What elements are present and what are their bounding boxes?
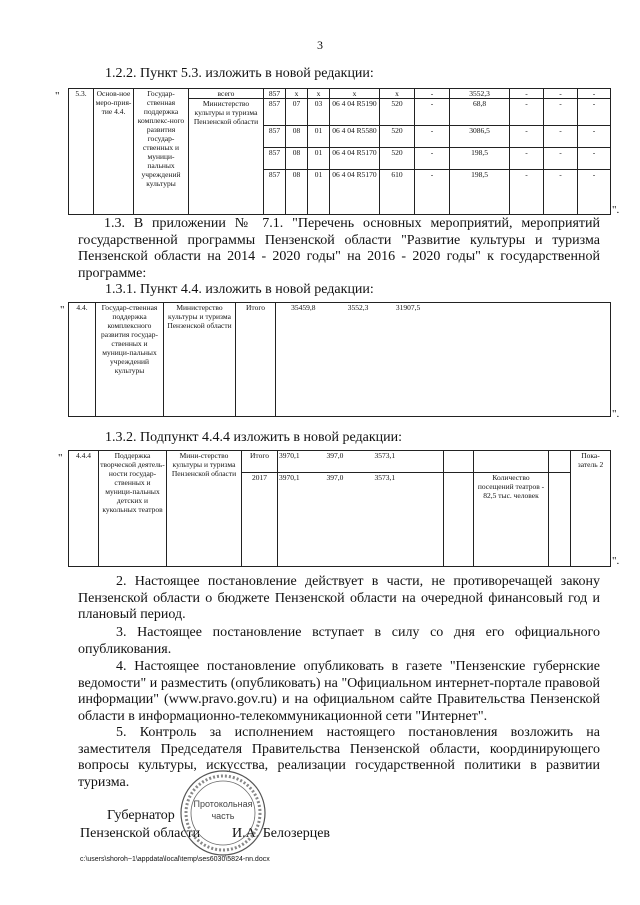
- t1-cell: x: [330, 89, 380, 99]
- t1-cell: -: [510, 148, 544, 170]
- quote-close-2: ".: [612, 408, 620, 420]
- t1-cell: 03: [308, 99, 330, 126]
- t2-num: 4.4.: [69, 303, 96, 417]
- paragraph-4: 4. Настоящее постановление опубликовать в газете "Пензенские губернские ведомости" и разместить (опубликовать) на "Официальном интернет-портале правовой информации" (www.pravo.gov.ru) и на официальном сайте Правительства Пензенской области в информационно-телекоммуникационной сети "Интернет".: [78, 659, 600, 724]
- quote-close-1: ".: [612, 204, 620, 216]
- t1-cell: 08: [286, 170, 308, 215]
- t1-cell: -: [415, 126, 450, 148]
- t2-value-federal: 31907,5: [386, 303, 431, 417]
- page-number: 3: [317, 38, 323, 52]
- t3-name: Поддержка творческой деятель-ности государ-ственных и муници-пальных детских и кукольных театров: [99, 451, 167, 567]
- quote-close-3: ".: [612, 555, 620, 567]
- t3-r1-empty: [474, 451, 549, 473]
- stamp-text: Протокольная часть: [193, 799, 253, 821]
- t1-cell: 01: [308, 126, 330, 148]
- t1-cell: -: [544, 99, 578, 126]
- t1-cell: -: [544, 126, 578, 148]
- t1-cell: -: [415, 99, 450, 126]
- t2-name: Государ-ственная поддержка комплексного развития государ-ственных и муници-пальных учреждений культуры: [96, 303, 164, 417]
- t3-executor: Мини-стерство культуры и туризма Пензенской области: [167, 451, 242, 567]
- quote-open-2: ": [60, 304, 65, 316]
- t1-cell: -: [510, 89, 544, 99]
- quote-open-1: ": [55, 90, 60, 102]
- t1-cell: -: [544, 148, 578, 170]
- t1-cell: 06 4 04 R5170: [330, 170, 380, 215]
- paragraph-2: 2. Настоящее постановление действует в части, не противоречащей закону Пензенской области о бюджете Пензенской области на очередной финансовый год и плановый период.: [78, 574, 600, 622]
- t2-value-total: 35459,8: [276, 303, 331, 417]
- t1-num: 5.3.: [69, 89, 94, 215]
- t1-cell: -: [415, 148, 450, 170]
- t1-cell: 520: [380, 99, 415, 126]
- signature-name: И.А. Белозерцев: [232, 826, 331, 841]
- official-stamp: [178, 768, 268, 858]
- t1-cell: 06 4 04 R5170: [330, 148, 380, 170]
- t3-r2-federal: 3573,1: [374, 473, 444, 567]
- t1-executor: Министерство культуры и туризма Пензенской области: [189, 99, 264, 215]
- t2-empty: [431, 303, 611, 417]
- file-path: c:\users\shoroh~1\appdata\local\temp\ses6030\5824-nn.docx: [80, 856, 270, 863]
- t1-cell: 857: [264, 99, 286, 126]
- t2-label: Итого: [236, 303, 276, 417]
- t1-cell: -: [510, 126, 544, 148]
- t1-cell: 3552,3: [450, 89, 510, 99]
- t1-cell: 08: [286, 126, 308, 148]
- t1-cell: 198,5: [450, 148, 510, 170]
- t3-indicator: Количество посещений театров - 82,5 тыс. человек: [474, 473, 549, 567]
- t1-cell: -: [415, 89, 450, 99]
- t1-cell: -: [510, 170, 544, 215]
- t1-cell: 520: [380, 126, 415, 148]
- t1-cell: -: [544, 89, 578, 99]
- t1-cell: -: [415, 170, 450, 215]
- t2-value-regional: 3552,3: [331, 303, 386, 417]
- t3-indicator-ref: Пока-затель 2: [571, 451, 611, 567]
- t1-cell: 68,8: [450, 99, 510, 126]
- t1-cell: -: [544, 170, 578, 215]
- t3-r1-regional: 397,0: [326, 451, 374, 473]
- t3-num: 4.4.4: [69, 451, 99, 567]
- t1-cell: 01: [308, 170, 330, 215]
- t3-r2-empty: [549, 473, 571, 567]
- t1-cell: -: [578, 89, 611, 99]
- paragraph-5: 5. Контроль за исполнением настоящего постановления возложить на заместителя Председателя Правительства Пензенской области, координирующего вопросы культуры, искусства, реализации государственной политики в развитии туризма.: [78, 725, 600, 790]
- t3-r1-total: 3970,1: [278, 451, 326, 473]
- section-1-3-paragraph: 1.3. В приложении № 7.1. "Перечень основных мероприятий, мероприятий государственной программы Пензенской области "Развитие культуры и туризма Пензенской области на 2014 - 2020 годы" на 2016 - 2020 годы" к государственной программе:: [78, 216, 600, 281]
- t3-r2-total: 3970,1: [278, 473, 326, 567]
- t1-cell: 3086,5: [450, 126, 510, 148]
- t1-cell: -: [578, 148, 611, 170]
- t1-cell: x: [380, 89, 415, 99]
- t1-cell: x: [308, 89, 330, 99]
- table-item-4-4: [68, 302, 611, 417]
- t1-cell: 198,5: [450, 170, 510, 215]
- quote-open-3: ": [58, 452, 63, 464]
- section-1-3-1-heading: 1.3.1. Пункт 4.4. изложить в новой редакции:: [105, 282, 374, 297]
- section-1-2-2-heading: 1.2.2. Пункт 5.3. изложить в новой редакции:: [105, 66, 374, 81]
- t1-cell: 520: [380, 148, 415, 170]
- t1-name: Государ-ственная поддержка комплекс-ного развития государ-ственных и муници-пальных учреждений культуры: [134, 89, 189, 215]
- t1-cell: -: [578, 99, 611, 126]
- t1-cell: 06 4 04 R5190: [330, 99, 380, 126]
- t1-cell: 610: [380, 170, 415, 215]
- t1-cell: 06 4 04 R5580: [330, 126, 380, 148]
- t1-type: Основ-ное меро-прия-тие 4.4.: [94, 89, 134, 215]
- t1-cell: 07: [286, 99, 308, 126]
- paragraph-3: 3. Настоящее постановление вступает в силу со дня его официального опубликования.: [78, 625, 600, 657]
- section-1-3-2-heading: 1.3.2. Подпункт 4.4.4 изложить в новой редакции:: [105, 430, 403, 445]
- t3-year: 2017: [242, 473, 278, 567]
- t3-r2-regional: 397,0: [326, 473, 374, 567]
- t2-executor: Министерство культуры и туризма Пензенской области: [164, 303, 236, 417]
- t1-cell: 857: [264, 89, 286, 99]
- table-item-5-3: [68, 88, 611, 215]
- signature-title-line-2: Пензенской области: [80, 826, 201, 841]
- t3-label: Итого: [242, 451, 278, 473]
- t1-cell: -: [578, 170, 611, 215]
- t1-cell: 08: [286, 148, 308, 170]
- t3-r2-empty: [444, 473, 474, 567]
- t1-cell: -: [510, 99, 544, 126]
- t1-total-label: всего: [189, 89, 264, 99]
- t3-r1-empty: [444, 451, 474, 473]
- t1-cell: 857: [264, 170, 286, 215]
- t3-r1-empty: [549, 451, 571, 473]
- signature-title-line-1: Губернатор: [107, 808, 175, 823]
- table-item-4-4-4: [68, 450, 611, 567]
- t1-cell: x: [286, 89, 308, 99]
- t1-cell: 857: [264, 126, 286, 148]
- t1-cell: 857: [264, 148, 286, 170]
- t3-r1-federal: 3573,1: [374, 451, 444, 473]
- t1-cell: 01: [308, 148, 330, 170]
- t1-cell: -: [578, 126, 611, 148]
